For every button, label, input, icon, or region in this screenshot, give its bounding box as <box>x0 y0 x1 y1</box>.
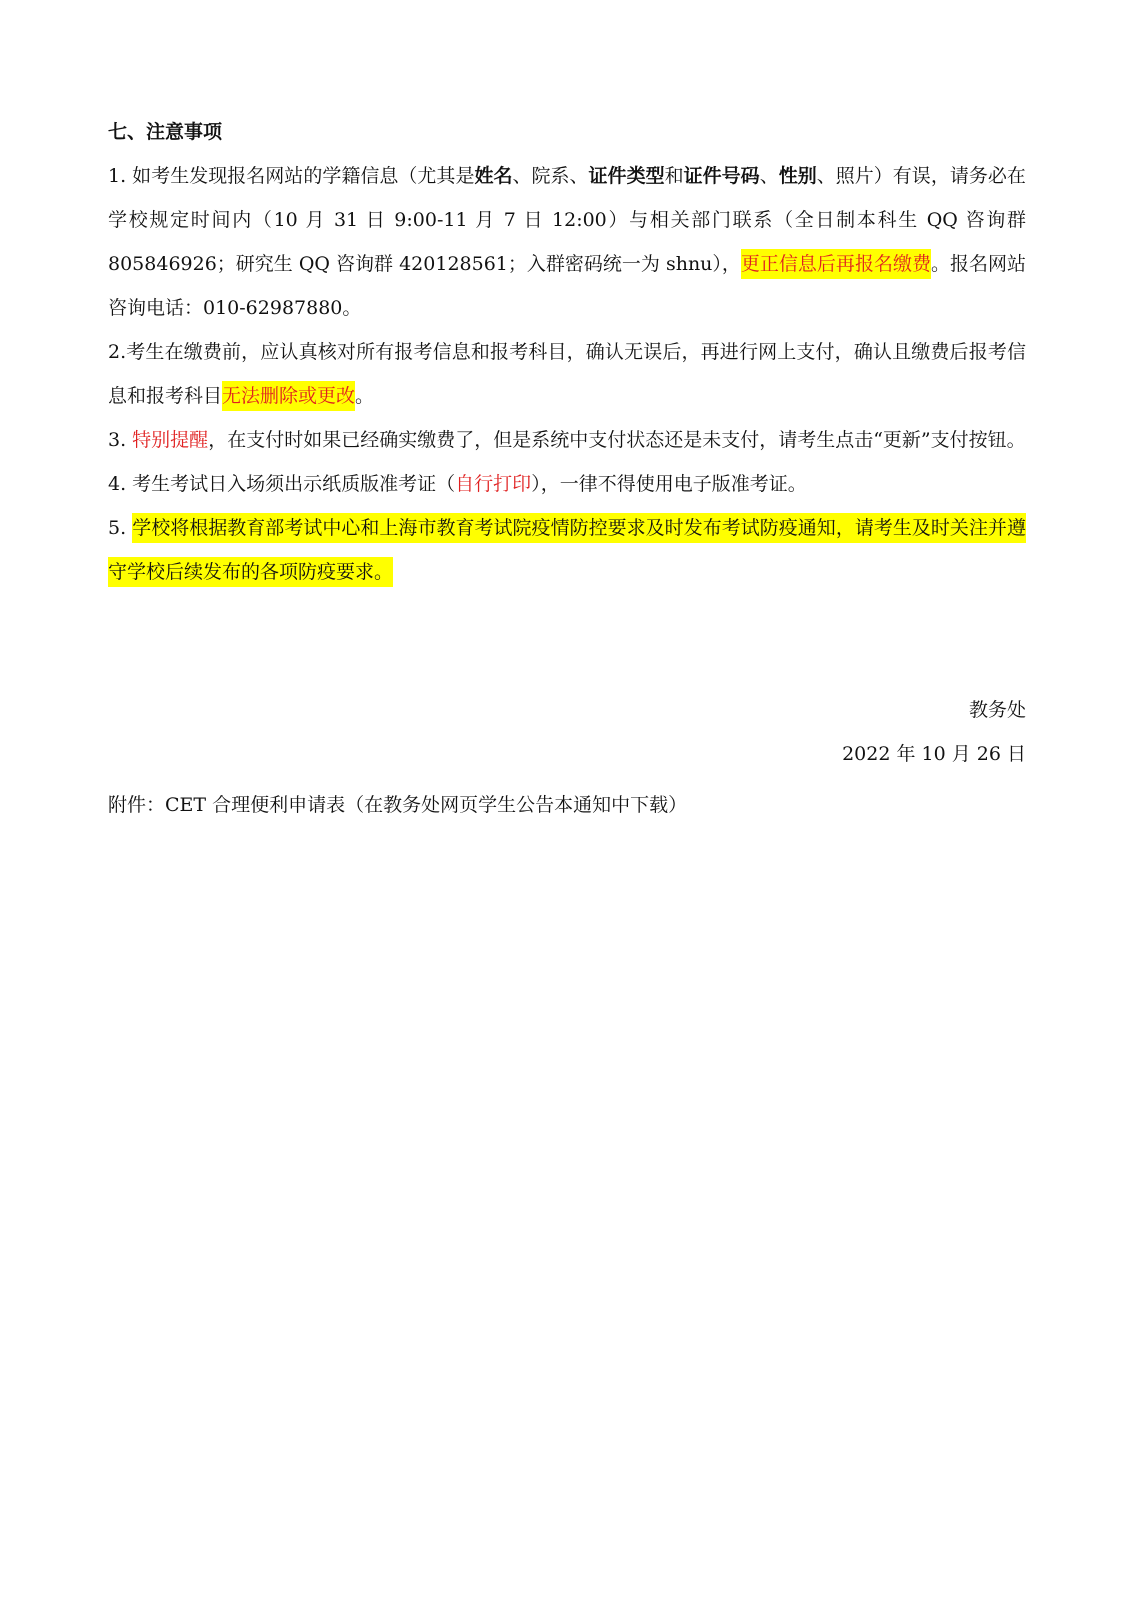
item-4-red-text: 自行打印 <box>455 473 532 495</box>
item-2-text-b: 。 <box>355 385 375 407</box>
notice-item-4 <box>108 462 1026 506</box>
item-1-text-j: 。报名网站咨询电话：010-62987880。 <box>108 253 1026 319</box>
notice-item-2 <box>108 330 1026 418</box>
notice-item-5 <box>108 506 1026 594</box>
item-1-bold-gender: 性别 <box>778 165 817 187</box>
item-2-highlight: 无法删除或更改 <box>222 381 355 411</box>
item-1-text-i: 、照片）有误，请务必在学校规定时间内（10 月 31 日 9:00-11 月 7 日 12:00）与相关部门联系（全日制本科生 QQ 咨询群 805846926；研究生 QQ 咨询群 420128561；入群密码统一为 shnu）， <box>108 165 1026 275</box>
item-1-bold-id-number: 证件号码 <box>683 165 760 187</box>
section-heading: 七、注意事项 <box>108 121 223 143</box>
item-1-text-a: 1. 如考生发现报名网站的学籍信息（尤其是 <box>108 165 475 187</box>
item-4-text-a: 4. 考生考试日入场须出示纸质版准考证（ <box>108 473 456 495</box>
item-3-text-a: 3. <box>108 429 133 451</box>
item-1-text-c: 、院系、 <box>512 165 589 187</box>
signature-org: 教务处 <box>968 699 1026 721</box>
notice-item-3 <box>108 418 1026 462</box>
item-1-text-g: 、 <box>759 165 779 187</box>
item-3-red-text: 特别提醒 <box>132 429 209 451</box>
attachment-note: 附件：CET 合理便利申请表（在教务处网页学生公告本通知中下载） <box>108 794 688 816</box>
notice-section <box>108 110 1026 594</box>
notice-item-1 <box>108 154 1026 330</box>
item-1-bold-name: 姓名 <box>474 165 513 187</box>
item-1-highlight: 更正信息后再报名缴费 <box>741 249 931 279</box>
item-1-bold-id-type: 证件类型 <box>588 165 665 187</box>
signature-date: 2022 年 10 月 26 日 <box>842 743 1026 765</box>
item-4-text-b: ），一律不得使用电子版准考证。 <box>531 473 807 495</box>
item-5-text-a: 5. <box>108 517 133 539</box>
item-2-text-a: 2.考生在缴费前，应认真核对所有报考信息和报考科目，确认无误后，再进行网上支付，确认且缴费后报考信息和报考科目 <box>108 341 1026 407</box>
item-3-text-b: ，在支付时如果已经确实缴费了，但是系统中支付状态还是未支付，请考生点击“更新”支付按钮。 <box>208 429 1026 451</box>
item-5-highlight: 学校将根据教育部考试中心和上海市教育考试院疫情防控要求及时发布考试防疫通知，请考生及时关注并遵守学校后续发布的各项防疫要求。 <box>108 513 1026 587</box>
item-1-text-e: 和 <box>664 165 684 187</box>
